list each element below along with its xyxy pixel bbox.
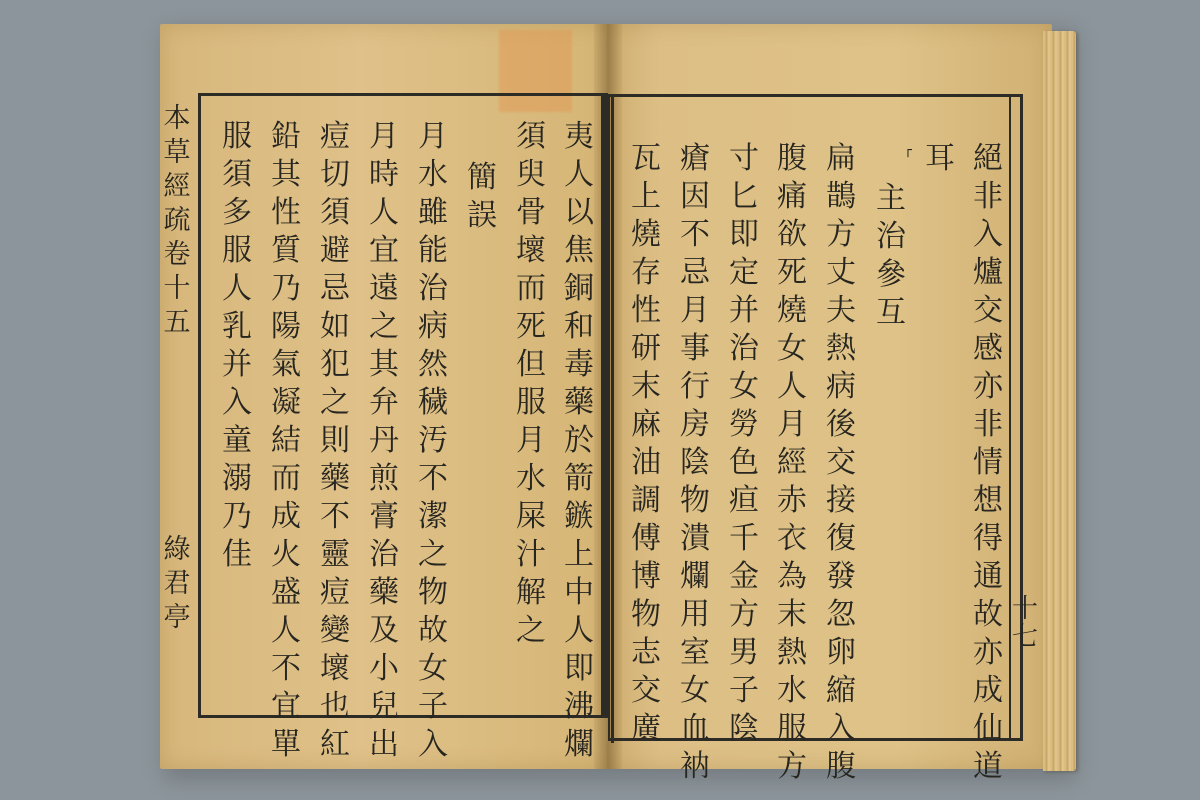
text-char: 復	[826, 521, 856, 556]
text-char: 治	[369, 537, 399, 572]
page-number-char: 十	[1011, 594, 1038, 624]
text-char: 用	[680, 597, 710, 632]
text-char: 穢	[418, 385, 448, 420]
text-char: 而	[516, 271, 546, 306]
text-char: 紅	[320, 727, 350, 762]
text-char: 衲	[680, 749, 710, 784]
text-char: 童	[222, 423, 252, 458]
text-char: 通	[973, 559, 1003, 594]
text-char: 痘	[320, 575, 350, 610]
text-char: 定	[729, 255, 759, 290]
text-char: 質	[271, 233, 301, 268]
publisher-char: 君	[163, 568, 191, 599]
publisher-char: 亭	[163, 602, 191, 633]
margin-title-char: 十	[163, 273, 191, 304]
text-char: 之	[418, 537, 448, 572]
text-char: 并	[222, 347, 252, 382]
text-char: 物	[418, 575, 448, 610]
text-char: 膏	[369, 499, 399, 534]
text-char: 陰	[729, 711, 759, 746]
text-char: 水	[418, 157, 448, 192]
text-char: 得	[973, 521, 1003, 556]
text-char: 治	[418, 271, 448, 306]
text-char: 麻	[631, 407, 661, 442]
text-char: 爐	[973, 255, 1003, 290]
text-char: 臾	[516, 157, 546, 192]
text-char: 情	[973, 445, 1003, 480]
page-number-char: 七	[1011, 622, 1038, 652]
text-char: 丈	[826, 255, 856, 290]
text-char: 小	[369, 651, 399, 686]
text-char: 衣	[777, 521, 807, 556]
text-char: 能	[418, 233, 448, 268]
text-char: 雖	[418, 195, 448, 230]
text-char: 變	[320, 613, 350, 648]
text-char: 忽	[826, 597, 856, 632]
text-char: 仙	[973, 711, 1003, 746]
text-char: 非	[973, 407, 1003, 442]
text-char: 多	[222, 195, 252, 230]
text-char: 陽	[271, 309, 301, 344]
text-char: 入	[418, 727, 448, 762]
text-char: 不	[271, 651, 301, 686]
text-char: 爛	[564, 727, 594, 762]
text-char: 性	[631, 293, 661, 328]
right-text-column-6	[725, 141, 763, 752]
text-char: 藥	[369, 575, 399, 610]
text-char: 月	[680, 293, 710, 328]
text-char: 潰	[680, 521, 710, 556]
text-char: 匕	[729, 179, 759, 214]
text-char: 女	[729, 369, 759, 404]
text-char: 亦	[973, 369, 1003, 404]
left-text-column-7	[267, 119, 305, 768]
text-char: 色	[729, 445, 759, 480]
text-char: 誤	[467, 198, 497, 233]
text-char: 交	[631, 673, 661, 708]
text-char: 調	[631, 483, 661, 518]
text-char: 熱	[826, 331, 856, 366]
margin-title-char: 五	[163, 307, 191, 338]
text-char: 鵲	[826, 179, 856, 214]
text-char: 血	[680, 711, 710, 746]
text-char: 亦	[973, 635, 1003, 670]
text-char: 乃	[222, 499, 252, 534]
text-char: 想	[973, 483, 1003, 518]
text-char: 盛	[271, 575, 301, 610]
text-char: 弁	[369, 385, 399, 420]
left-margin-title-column	[158, 105, 196, 343]
text-char: 卵	[826, 635, 856, 670]
text-char: 然	[418, 347, 448, 382]
text-char: 女	[680, 673, 710, 708]
text-char: 夫	[826, 293, 856, 328]
text-char: 陰	[680, 445, 710, 480]
text-char: 交	[973, 293, 1003, 328]
text-char: 煎	[369, 461, 399, 496]
left-text-column-6	[316, 119, 354, 768]
text-char: 參	[876, 257, 906, 292]
text-char: 則	[320, 423, 350, 458]
text-char: 服	[516, 385, 546, 420]
text-char: 寸	[729, 141, 759, 176]
text-char: 發	[826, 559, 856, 594]
text-char: 非	[973, 179, 1003, 214]
text-char: 金	[729, 559, 759, 594]
text-char: 感	[973, 331, 1003, 366]
text-char: 入	[826, 711, 856, 746]
text-char: 簡	[467, 160, 497, 195]
text-char: 乃	[271, 271, 301, 306]
text-char: 交	[826, 445, 856, 480]
right-text-column-1	[969, 141, 1007, 790]
text-char: 箭	[564, 461, 594, 496]
text-char: 物	[680, 483, 710, 518]
text-char: 博	[631, 559, 661, 594]
text-char: 為	[777, 559, 807, 594]
text-char: 即	[729, 217, 759, 252]
page-number-column	[1007, 588, 1043, 652]
right-text-column-4	[822, 141, 860, 790]
text-char: 藥	[564, 385, 594, 420]
text-char: 如	[320, 309, 350, 344]
text-char: 人	[271, 613, 301, 648]
text-char: 遠	[369, 271, 399, 306]
text-char: 成	[973, 673, 1003, 708]
text-char: 腹	[777, 141, 807, 176]
text-char: 死	[516, 309, 546, 344]
text-char: 中	[564, 575, 594, 610]
text-char: 末	[631, 369, 661, 404]
left-text-column-2	[512, 119, 550, 654]
text-char: 燒	[777, 293, 807, 328]
text-char: 藥	[320, 461, 350, 496]
text-char: 焦	[564, 233, 594, 268]
text-char: 上	[631, 179, 661, 214]
text-char: 故	[418, 613, 448, 648]
text-char: 後	[826, 407, 856, 442]
text-char: 須	[222, 157, 252, 192]
text-char: 鏃	[564, 499, 594, 534]
text-char: 男	[729, 635, 759, 670]
text-char: 屎	[516, 499, 546, 534]
text-char: 之	[320, 385, 350, 420]
right-text-column-7	[676, 141, 714, 790]
text-char: 子	[418, 689, 448, 724]
small-margin-mark: ┌	[904, 143, 912, 158]
text-char: 存	[631, 255, 661, 290]
text-char: 火	[271, 537, 301, 572]
text-char: 性	[271, 195, 301, 230]
text-char: 子	[729, 673, 759, 708]
right-text-column-3-heading	[872, 181, 910, 336]
text-char: 結	[271, 423, 301, 458]
text-char: 瓦	[631, 141, 661, 176]
text-char: 傅	[631, 521, 661, 556]
text-char: 忌	[680, 255, 710, 290]
text-char: 欲	[777, 217, 807, 252]
text-char: 事	[680, 331, 710, 366]
text-char: 方	[777, 749, 807, 784]
text-char: 乳	[222, 309, 252, 344]
text-char: 死	[777, 255, 807, 290]
text-char: 方	[826, 217, 856, 252]
right-text-column-5	[773, 141, 811, 790]
text-char: 方	[729, 597, 759, 632]
left-text-column-8	[218, 119, 256, 578]
text-char: 兒	[369, 689, 399, 724]
text-char: 不	[320, 499, 350, 534]
text-char: 因	[680, 179, 710, 214]
text-char: 而	[271, 461, 301, 496]
margin-title-char: 疏	[163, 205, 191, 236]
text-char: 月	[369, 119, 399, 154]
text-char: 須	[320, 195, 350, 230]
text-char: 末	[777, 597, 807, 632]
text-char: 服	[222, 119, 252, 154]
text-char: 人	[369, 195, 399, 230]
text-char: 物	[631, 597, 661, 632]
text-char: 單	[271, 727, 301, 762]
text-char: 接	[826, 483, 856, 518]
text-char: 油	[631, 445, 661, 480]
text-char: 其	[271, 157, 301, 192]
text-char: 故	[973, 597, 1003, 632]
text-char: 時	[369, 157, 399, 192]
text-char: 縮	[826, 673, 856, 708]
text-char: 千	[729, 521, 759, 556]
text-char: 解	[516, 575, 546, 610]
text-char: 月	[516, 423, 546, 458]
text-char: 丹	[369, 423, 399, 458]
margin-title-char: 草	[163, 137, 191, 168]
left-text-column-3-heading	[463, 160, 501, 239]
text-char: 人	[777, 369, 807, 404]
text-char: 切	[320, 157, 350, 192]
right-text-column-2	[921, 141, 959, 182]
text-char: 其	[369, 347, 399, 382]
text-char: 瘡	[680, 141, 710, 176]
text-char: 避	[320, 233, 350, 268]
text-char: 出	[369, 727, 399, 762]
text-char: 廣	[631, 711, 661, 746]
page-edge-stack	[1043, 31, 1076, 771]
text-char: 佳	[222, 537, 252, 572]
text-char: 熱	[777, 635, 807, 670]
text-char: 并	[729, 293, 759, 328]
text-char: 也	[320, 689, 350, 724]
text-char: 人	[564, 157, 594, 192]
text-char: 鉛	[271, 119, 301, 154]
text-char: 入	[222, 385, 252, 420]
text-char: 經	[777, 445, 807, 480]
text-char: 人	[564, 613, 594, 648]
left-text-column-5	[365, 119, 403, 768]
text-char: 和	[564, 309, 594, 344]
text-char: 勞	[729, 407, 759, 442]
left-inner-border-line	[601, 96, 604, 718]
text-char: 研	[631, 331, 661, 366]
text-char: 痘	[320, 119, 350, 154]
text-char: 治	[729, 331, 759, 366]
text-char: 毒	[564, 347, 594, 382]
text-char: 壞	[516, 233, 546, 268]
text-char: 氣	[271, 347, 301, 382]
text-char: 汁	[516, 537, 546, 572]
right-inner-border-line	[611, 97, 614, 743]
text-char: 不	[418, 461, 448, 496]
text-char: 及	[369, 613, 399, 648]
text-char: 扁	[826, 141, 856, 176]
text-char: 主	[876, 181, 906, 216]
text-char: 病	[418, 309, 448, 344]
text-char: 靈	[320, 537, 350, 572]
text-char: 於	[564, 423, 594, 458]
text-char: 絕	[973, 141, 1003, 176]
text-char: 疸	[729, 483, 759, 518]
text-char: 汚	[418, 423, 448, 458]
text-char: 潔	[418, 499, 448, 534]
left-text-column-1	[560, 119, 598, 768]
text-char: 互	[876, 295, 906, 330]
text-char: 即	[564, 651, 594, 686]
text-char: 成	[271, 499, 301, 534]
text-char: 腹	[826, 749, 856, 784]
text-char: 室	[680, 635, 710, 670]
margin-title-char: 卷	[163, 239, 191, 270]
margin-title-char: 經	[163, 171, 191, 202]
text-char: 赤	[777, 483, 807, 518]
text-char: 道	[973, 749, 1003, 784]
text-char: 月	[777, 407, 807, 442]
text-char: 病	[826, 369, 856, 404]
publisher-char: 綠	[163, 534, 191, 565]
text-char: 治	[876, 219, 906, 254]
text-char: 服	[777, 711, 807, 746]
text-char: 銅	[564, 271, 594, 306]
text-char: 上	[564, 537, 594, 572]
text-char: 入	[973, 217, 1003, 252]
left-text-column-4	[414, 119, 452, 768]
text-char: 須	[516, 119, 546, 154]
text-char: 痛	[777, 179, 807, 214]
text-char: 房	[680, 407, 710, 442]
text-char: 燒	[631, 217, 661, 252]
left-margin-publisher-column	[158, 536, 196, 638]
text-char: 女	[418, 651, 448, 686]
right-text-column-8	[627, 141, 665, 752]
text-char: 水	[777, 673, 807, 708]
text-char: 忌	[320, 271, 350, 306]
text-char: 水	[516, 461, 546, 496]
text-char: 骨	[516, 195, 546, 230]
right-text-frame	[608, 94, 1023, 741]
text-char: 宜	[369, 233, 399, 268]
text-char: 服	[222, 233, 252, 268]
text-char: 爛	[680, 559, 710, 594]
text-char: 宜	[271, 689, 301, 724]
margin-title-char: 本	[163, 103, 191, 134]
text-char: 月	[418, 119, 448, 154]
text-char: 犯	[320, 347, 350, 382]
text-char: 夷	[564, 119, 594, 154]
text-char: 凝	[271, 385, 301, 420]
text-char: 行	[680, 369, 710, 404]
text-char: 耳	[925, 141, 955, 176]
text-char: 但	[516, 347, 546, 382]
text-char: 溺	[222, 461, 252, 496]
text-char: 以	[564, 195, 594, 230]
text-char: 人	[222, 271, 252, 306]
text-char: 之	[516, 613, 546, 648]
text-char: 志	[631, 635, 661, 670]
text-char: 之	[369, 309, 399, 344]
text-char: 不	[680, 217, 710, 252]
text-char: 女	[777, 331, 807, 366]
text-char: 壞	[320, 651, 350, 686]
text-char: 沸	[564, 689, 594, 724]
